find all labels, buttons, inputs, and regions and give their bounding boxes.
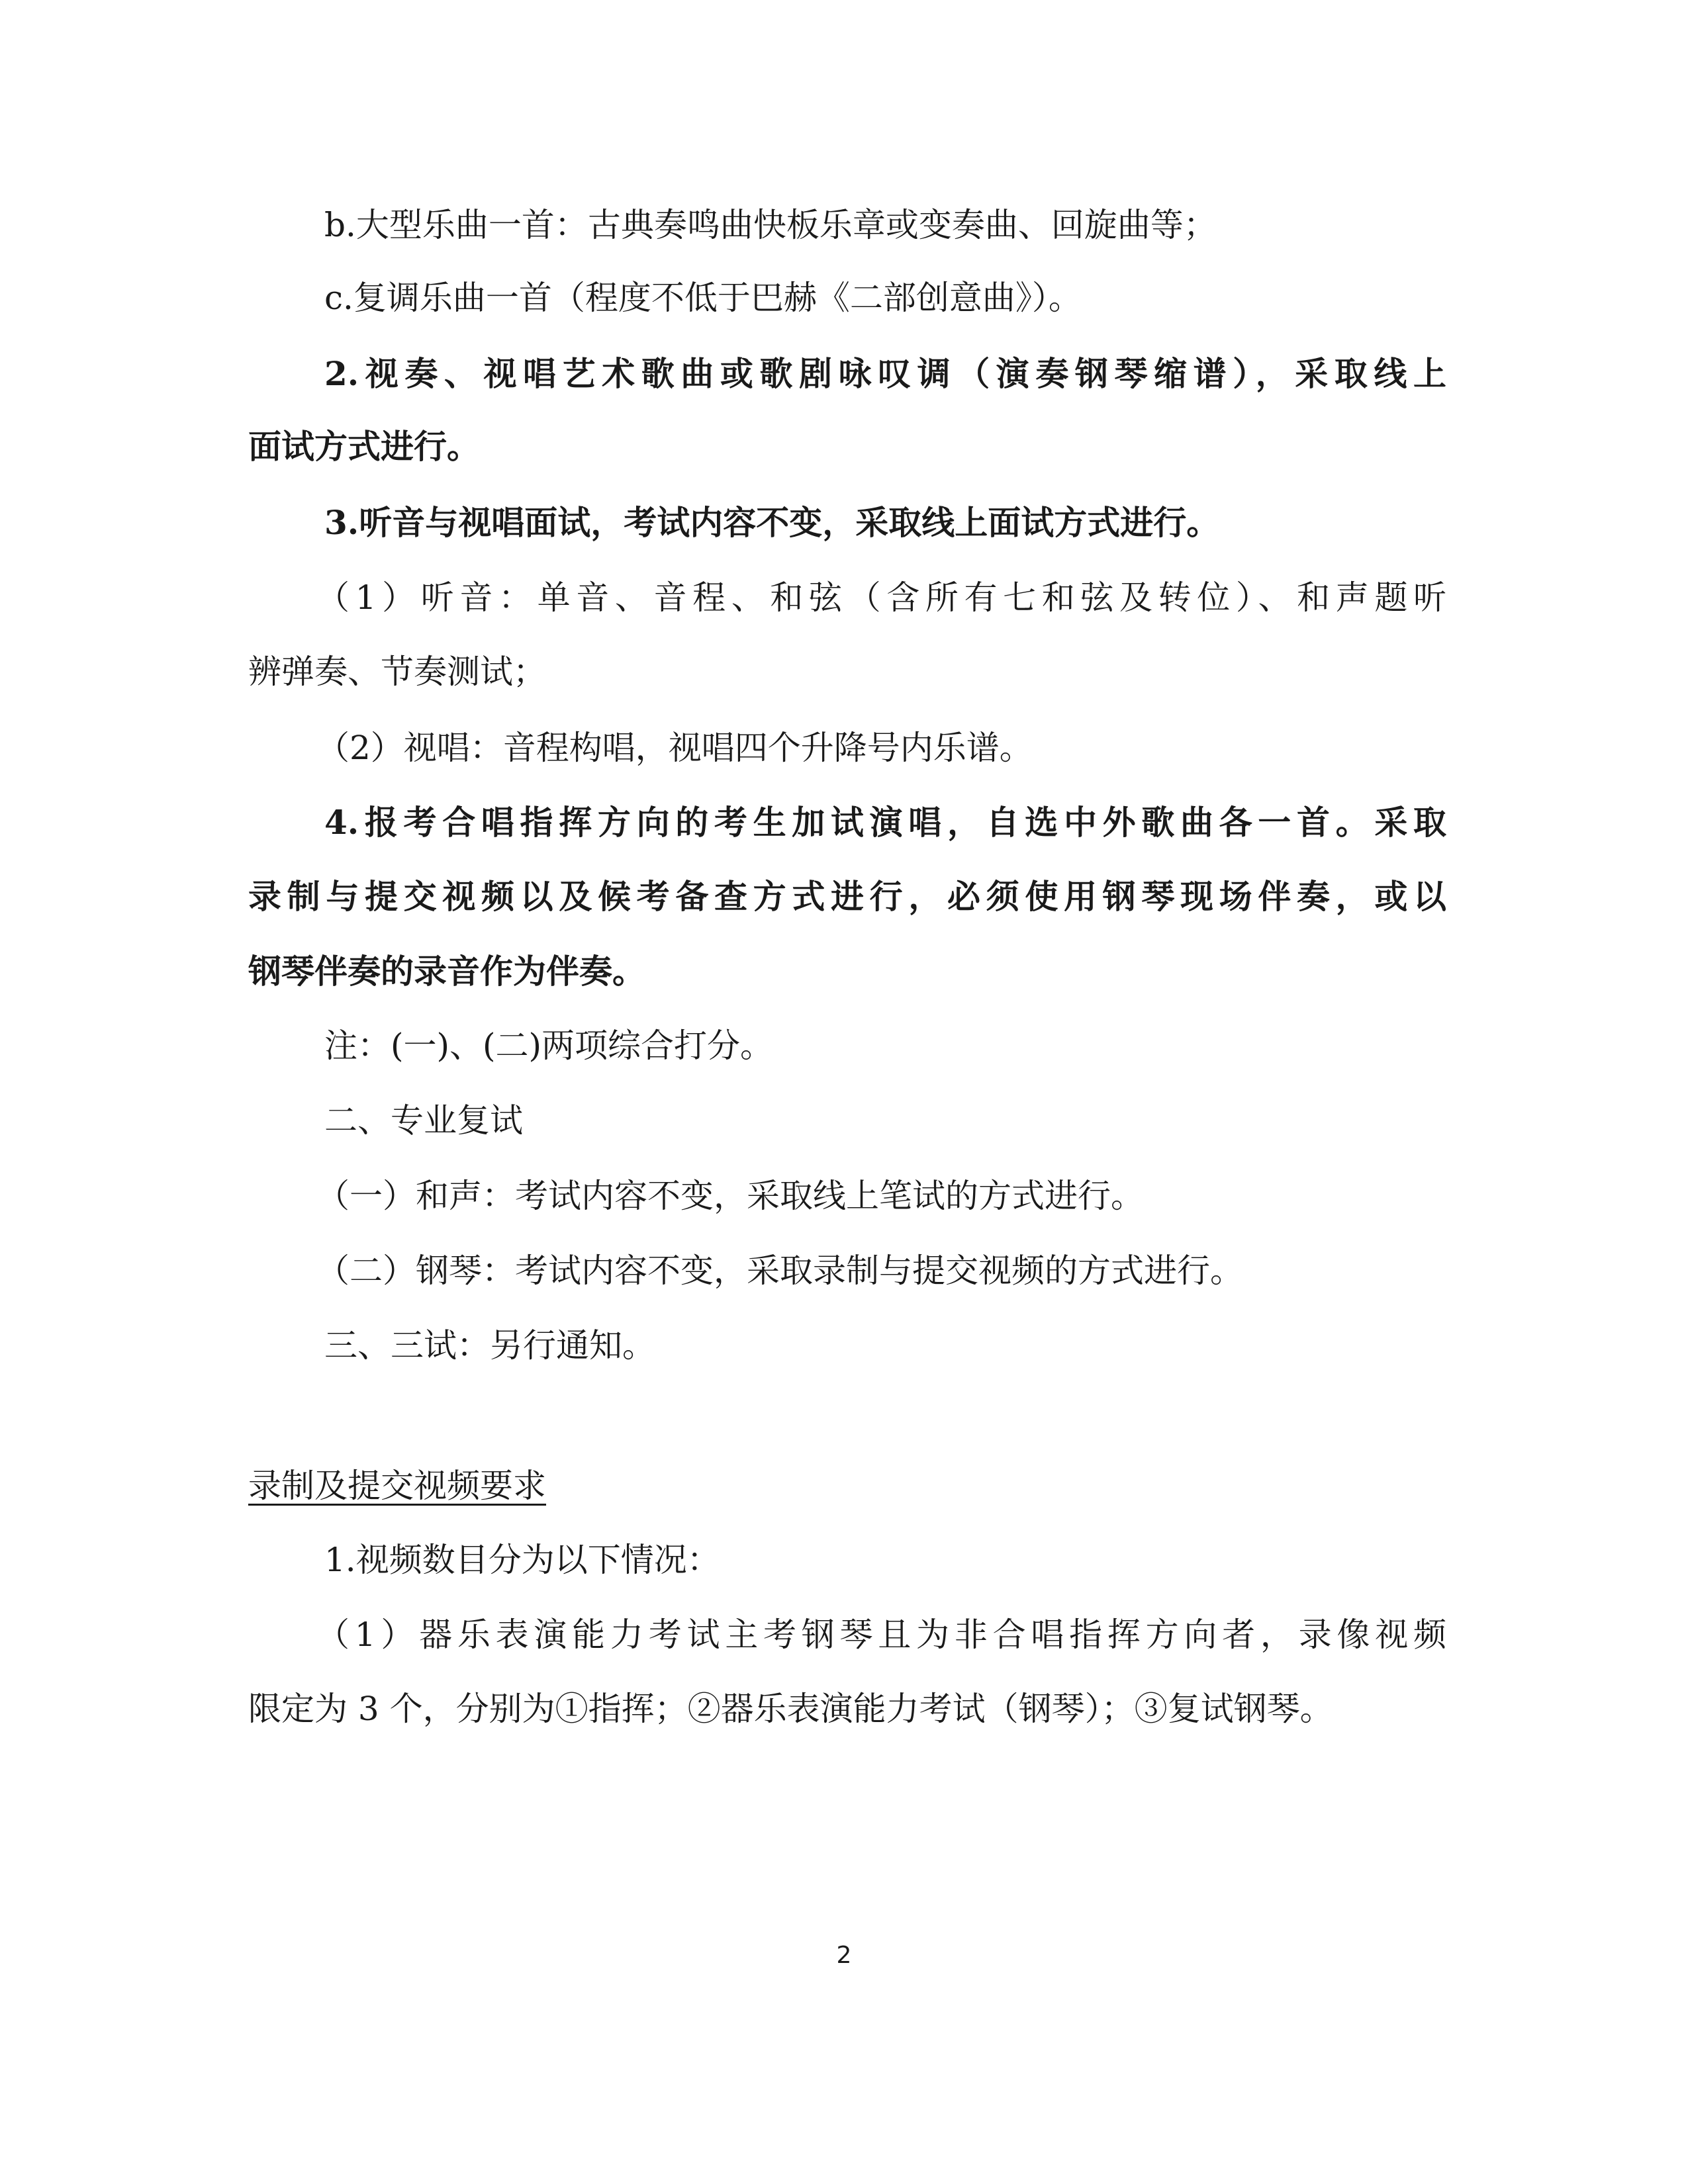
heading-line: 2.视奏、视唱艺术歌曲或歌剧咏叹调（演奏钢琴缩谱），采取线上	[324, 354, 1446, 393]
heading-line: 录制与提交视频以及候考备查方式进行，必须使用钢琴现场伴奏，或以	[248, 877, 1446, 916]
heading-line: 面试方式进行。	[248, 427, 480, 466]
paragraph-line: （1）器乐表演能力考试主考钢琴且为非合唱指挥方向者，录像视频	[316, 1615, 1446, 1654]
paragraph-line: b.大型乐曲一首：古典奏鸣曲快板乐章或变奏曲、回旋曲等；	[324, 206, 1217, 244]
heading-line: 4.报考合唱指挥方向的考生加试演唱，自选中外歌曲各一首。采取	[324, 803, 1446, 842]
section-heading: 二、专业复试	[324, 1101, 523, 1140]
paragraph-line: 限定为 3 个，分别为①指挥；②器乐表演能力考试（钢琴）；③复试钢琴。	[248, 1690, 1333, 1728]
paragraph-line: （二）钢琴：考试内容不变，采取录制与提交视频的方式进行。	[316, 1251, 1243, 1290]
paragraph-line: 1.视频数目分为以下情况：	[324, 1541, 720, 1579]
page-number: 2	[836, 1942, 852, 1969]
paragraph-line: （2）视唱：音程构唱，视唱四个升降号内乐谱。	[316, 729, 1033, 767]
paragraph-line: （一）和声：考试内容不变，采取线上笔试的方式进行。	[316, 1177, 1144, 1215]
section-heading: 三、三试：另行通知。	[324, 1326, 655, 1365]
paragraph-line: 辨弹奏、节奏测试；	[248, 653, 546, 691]
heading-line: 钢琴伴奏的录音作为伴奏。	[248, 952, 645, 991]
subsection-title: 录制及提交视频要求	[248, 1467, 546, 1505]
paragraph-line: c.复调乐曲一首（程度不低于巴赫《二部创意曲》）。	[324, 279, 1082, 317]
heading-line: 3.听音与视唱面试，考试内容不变，采取线上面试方式进行。	[324, 503, 1220, 542]
paragraph-line: （1）听音：单音、音程、和弦（含所有七和弦及转位）、和声题听	[316, 578, 1446, 617]
note-line: 注：(一)、(二)两项综合打分。	[324, 1026, 774, 1065]
